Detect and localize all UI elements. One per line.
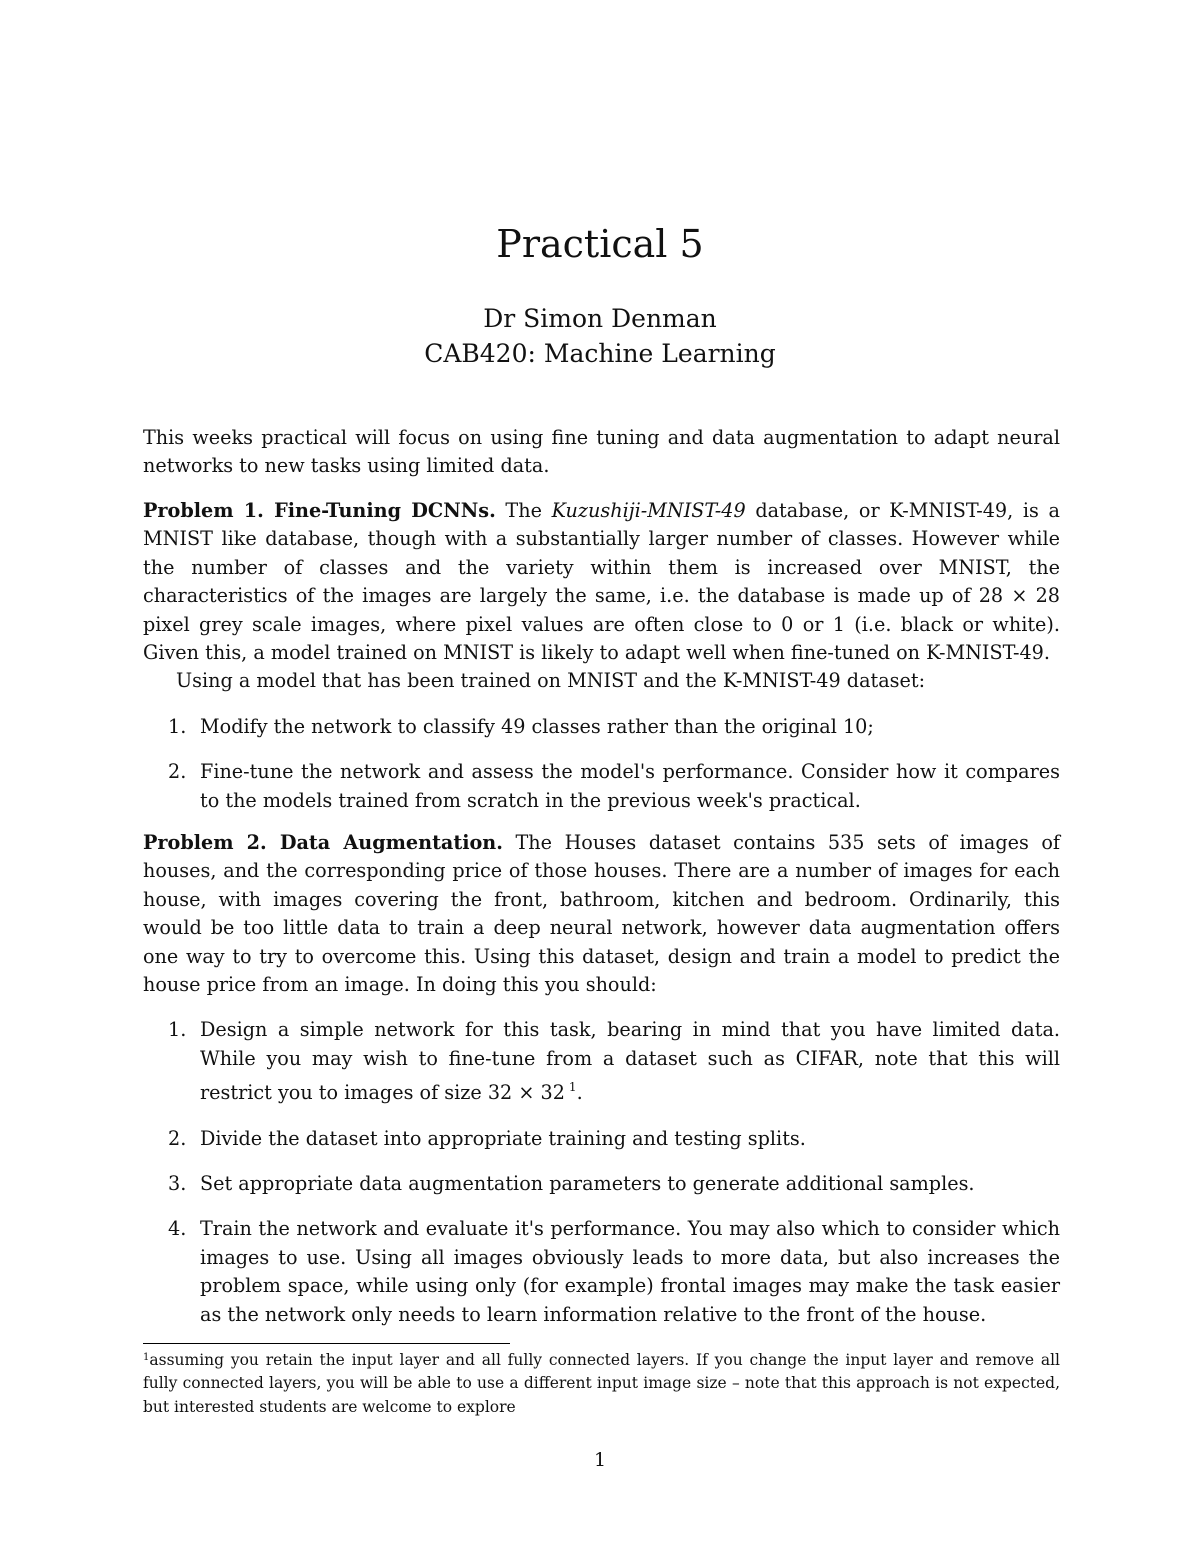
problem-1-paragraph — [143, 497, 1060, 667]
list-item — [143, 1016, 1060, 1107]
footnote-ref[interactable]: 1 — [568, 1080, 577, 1095]
list-item-text: Design a simple network for this task, bearing in mind that you have limited data. While you may wish to fine-tune from a dataset such as CIFAR, note that this will restrict you to images of size 32 × 32 — [200, 1018, 1060, 1105]
list-number: 3. — [168, 1172, 187, 1196]
list-number: 2. — [168, 760, 187, 784]
list-item-text: Fine-tune the network and assess the model's performance. Consider how it compares to the models trained from scratch in the previous week's practical. — [200, 760, 1060, 812]
list-item-text: Train the network and evaluate it's performance. You may also which to consider which images to use. Using all images obviously leads to more data, but also increases the problem space, while using only (for example) frontal images may make the task easier as the network only needs to learn information relative to the front of the house. — [200, 1217, 1060, 1326]
problem-2-text: The Houses dataset contains 535 sets of images of houses, and the corresponding price of those houses. There are a number of images for each house, with images covering the front, bathroom, kitchen and bedroom. Ordinarily, this would be too little data to train a deep neural network, however data augmentation offers one way to try to overcome this. Using this dataset, design and train a model to predict the house price from an image. In doing this you should: — [143, 831, 1061, 997]
footnote-mark: 1 — [143, 1352, 150, 1363]
page-number: 1 — [593, 1449, 607, 1471]
document-title: Practical 5 — [496, 222, 704, 266]
list-item-text: Modify the network to classify 49 classes rather than the original 10; — [200, 714, 874, 738]
author-name: Dr Simon Denman — [483, 304, 717, 333]
list-number: 1. — [168, 1018, 187, 1042]
list-item-text: Set appropriate data augmentation parameters to generate additional samples. — [200, 1172, 975, 1196]
problem-1-text-a: The — [495, 499, 552, 522]
list-item — [143, 1215, 1060, 1329]
intro-text: This weeks practical will focus on using fine tuning and data augmentation to adapt neural networks to new tasks using limited data. — [143, 426, 1060, 478]
footnote-divider — [143, 1343, 510, 1344]
problem-1-list — [143, 713, 1060, 815]
list-item — [143, 758, 1060, 815]
list-item-text: Divide the dataset into appropriate training and testing splits. — [200, 1126, 806, 1150]
problem-1-lead: Using a model that has been trained on MNIST and the K-MNIST-49 dataset: — [176, 669, 926, 693]
list-item — [143, 713, 1060, 741]
problem-2-heading: Problem 2. Data Augmentation. — [143, 831, 503, 854]
list-number: 4. — [168, 1217, 187, 1241]
problem-1-section — [143, 497, 1060, 815]
list-number: 1. — [168, 714, 187, 738]
intro-paragraph — [143, 424, 1060, 481]
problem-2-section — [143, 829, 1060, 1329]
list-item — [143, 1125, 1060, 1153]
problem-1-dataset-name: Kuzushiji-MNIST-49 — [551, 499, 746, 522]
problem-2-paragraph — [143, 829, 1060, 999]
problem-1-heading: Problem 1. Fine-Tuning DCNNs. — [143, 499, 496, 522]
problem-1-text-b: database, or K-MNIST-49, is a MNIST like database, though with a substantially larger number of classes. However while the number of classes and the variety within them is increased over MNIST, the characteristics of the images are largely the same, i.e. the database is made up of 28 × 28 pixel grey scale images, where pixel values are often close to 0 or 1 (i.e. black or white). Given this, a model trained on MNIST is likely to adapt well when fine-tuned on K-MNIST-49. — [143, 499, 1060, 665]
list-item — [143, 1170, 1060, 1198]
footnote-text: assuming you retain the input layer and all fully connected layers. If you change the input layer and remove all fully connected layers, you will be able to use a different input image size – note that this approach is not expected, but interested students are welcome to explore — [143, 1351, 1060, 1416]
footnote — [143, 1346, 1060, 1419]
problem-2-list — [143, 1016, 1060, 1329]
list-item-text-end: . — [576, 1081, 583, 1105]
list-number: 2. — [168, 1126, 187, 1150]
course-name: CAB420: Machine Learning — [424, 339, 776, 368]
